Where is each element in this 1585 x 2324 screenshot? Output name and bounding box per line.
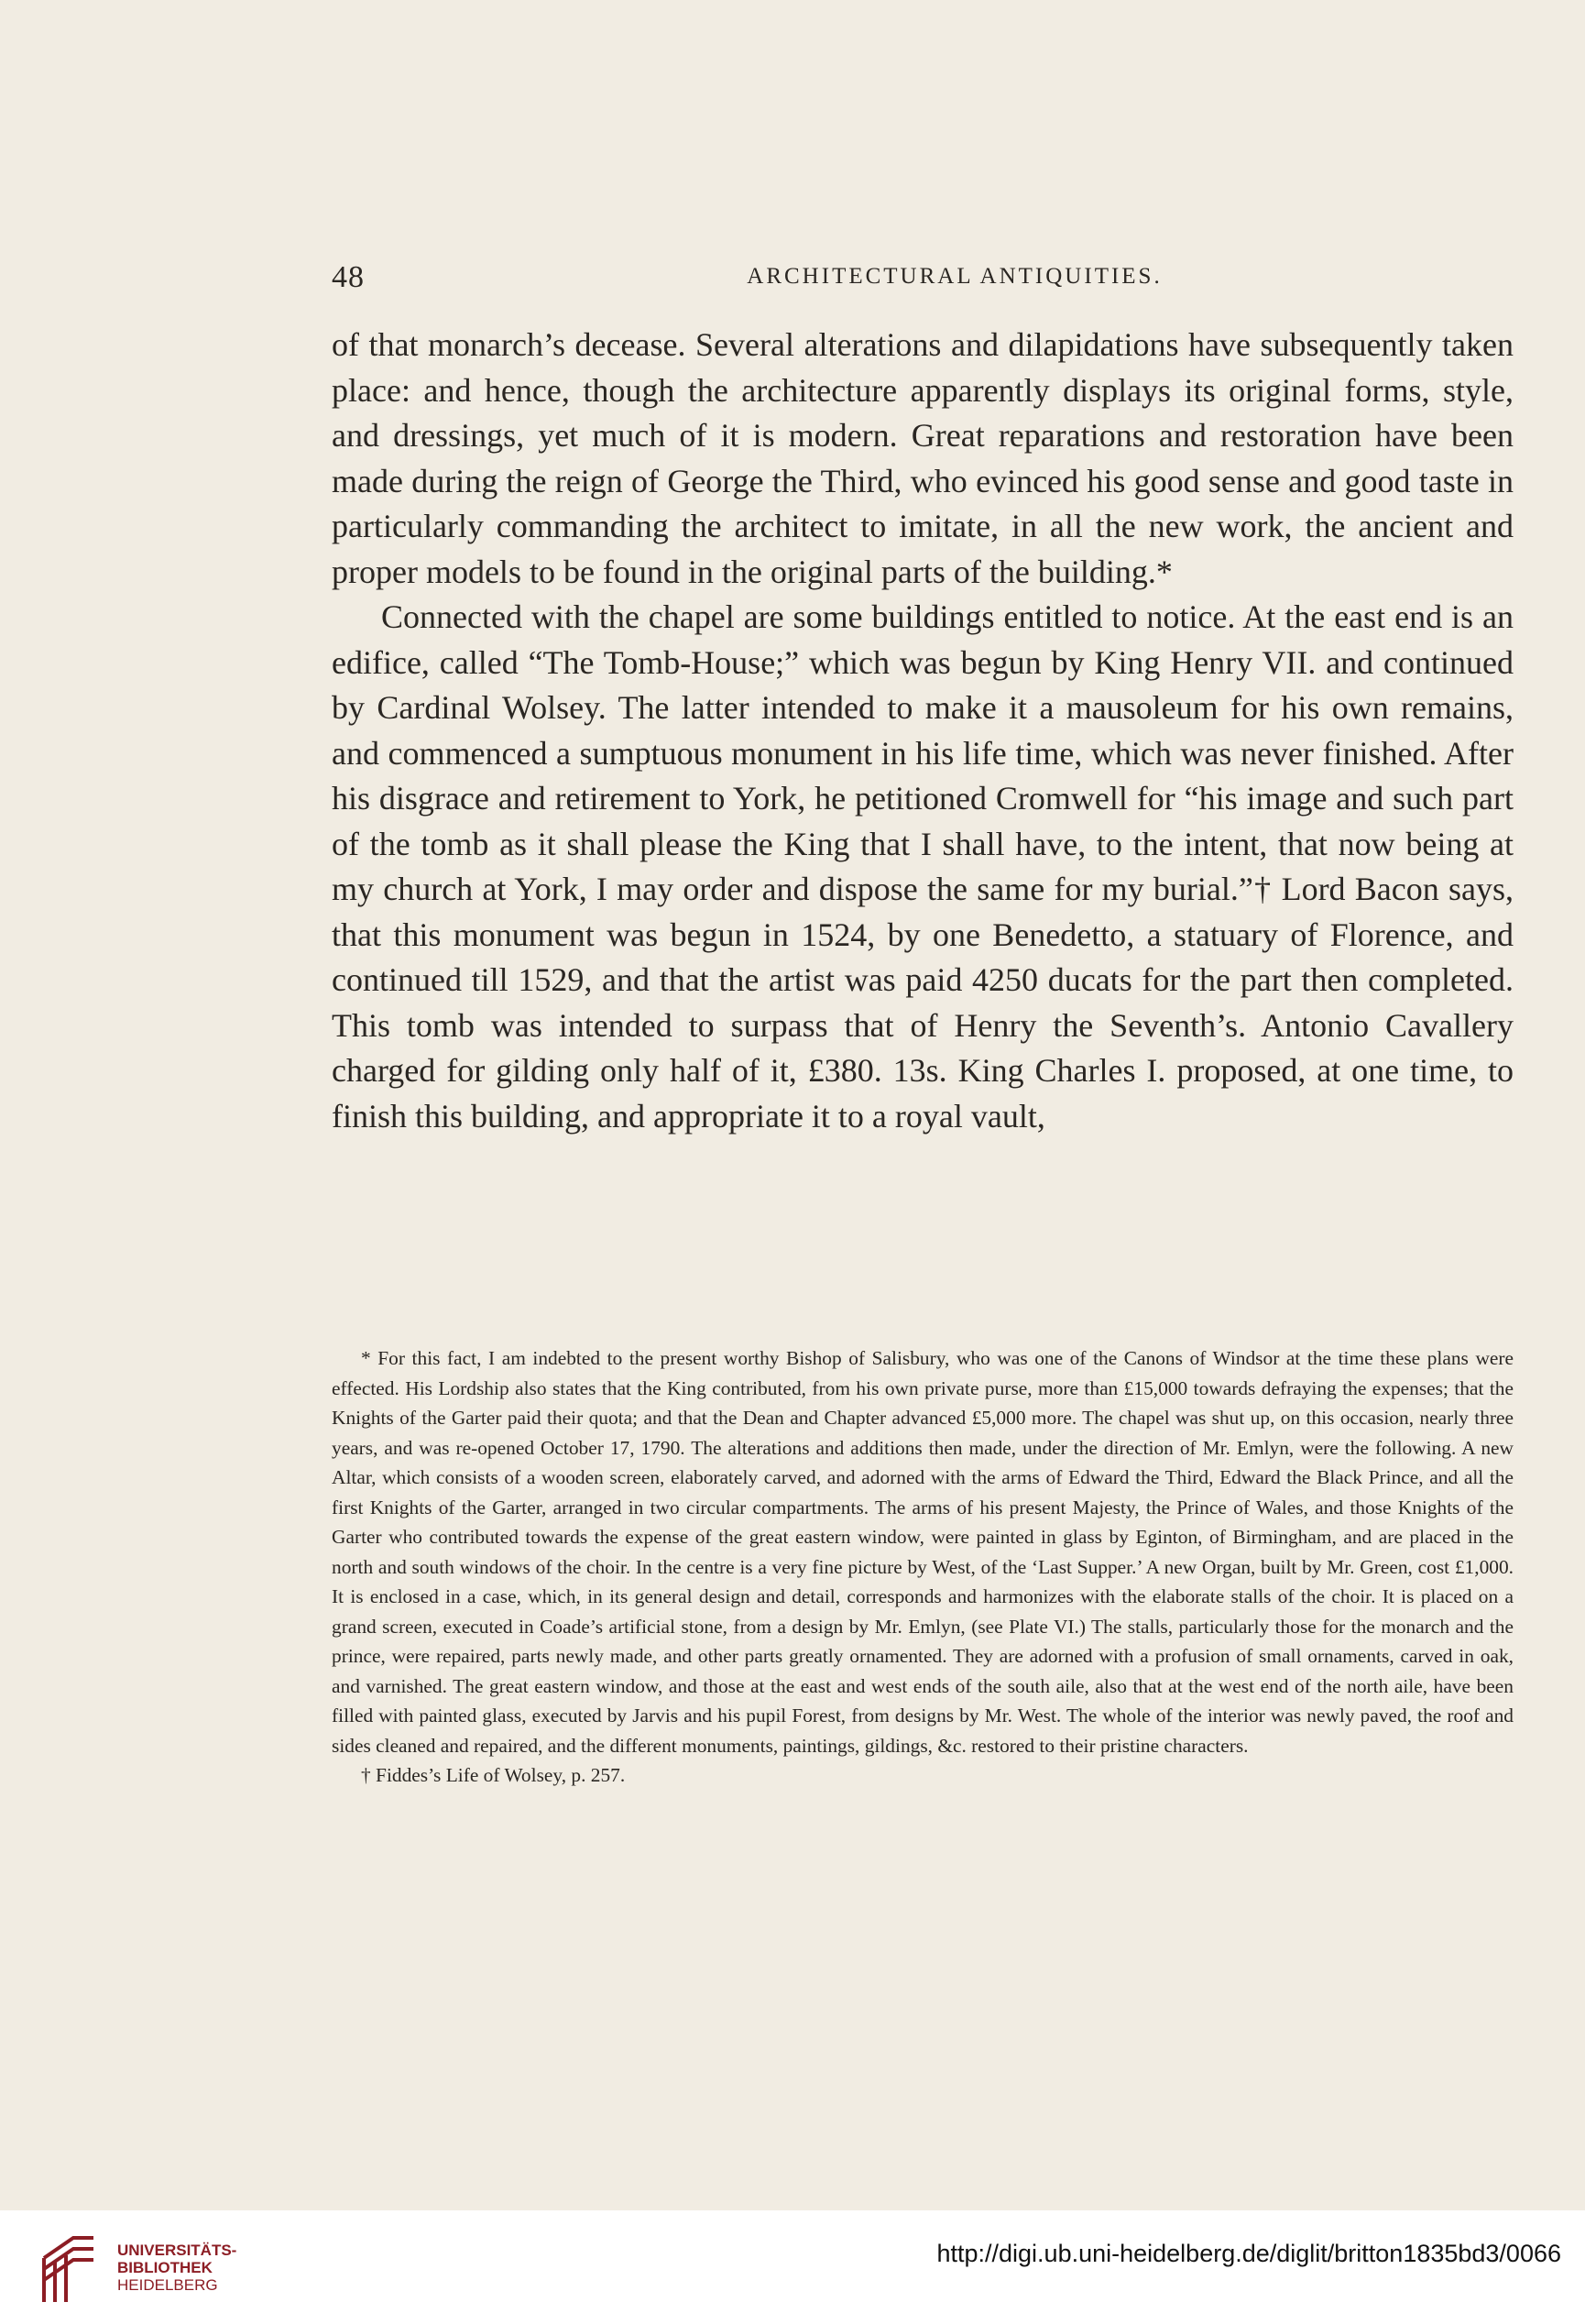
library-name-line-1: UNIVERSITÄTS-	[117, 2242, 237, 2259]
footnotes	[332, 1343, 1514, 1791]
paragraph-1: of that monarch’s decease. Several alterations and dilapidations have subsequently taken place: and hence, though the architecture apparently displays its original forms, style, and dressings, yet much of it is modern. Great reparations and restoration have been made during the reign of George the Third, who evinced his good sense and good taste in particularly commanding the architect to imitate, in all the new work, the ancient and proper models to be found in the original parts of the building.*	[332, 326, 1514, 590]
library-name	[117, 2242, 236, 2294]
permalink-url[interactable]: http://digi.ub.uni-heidelberg.de/diglit/britton1835bd3/0066	[936, 2240, 1561, 2267]
footnote-asterisk: * For this fact, I am indebted to the present worthy Bishop of Salisbury, who was one of the Canons of Windsor at the time these plans were effected. His Lordship also states that the King contributed, from his own private purse, more than £15,000 towards defraying the expenses; that the Knights of the Garter paid their quota; and that the Dean and Chapter advanced £5,000 more. The chapel was shut up, on this occasion, nearly three years, and was re-opened October 17, 1790. The alterations and additions then made, under the direction of Mr. Emlyn, were the following. A new Altar, which consists of a wooden screen, elaborately carved, and adorned with the arms of Edward the Third, Edward the Black Prince, and all the first Knights of the Garter, arranged in two circular compartments. The arms of his present Majesty, the Prince of Wales, and those Knights of the Garter who contributed towards the expense of the great eastern window, were painted in glass by Eginton, of Birmingham, and are placed in the north and south windows of the choir. In the centre is a very fine picture by West, of the ‘Last Supper.’ A new Organ, built by Mr. Green, cost £1,000. It is enclosed in a case, which, in its general design and detail, corresponds and harmonizes with the elaborate stalls of the choir. It is placed on a grand screen, executed in Coade’s artificial stone, from a design by Mr. Emlyn, (see Plate VI.) The stalls, particularly those for the monarch and the prince, were repaired, parts newly made, and other parts greatly ornamented. They are adorned with a profusion of small ornaments, carved in oak, and varnished. The great eastern window, and those at the east and west ends of the south aile, also that at the west end of the north aile, have been filled with painted glass, executed by Jarvis and his pupil Forest, from designs by Mr. West. The whole of the interior was newly paved, the roof and sides cleaned and repaired, and the different monuments, paintings, gildings, &c. restored to their pristine characters.	[332, 1347, 1514, 1757]
paragraph-2: Connected with the chapel are some buildings entitled to notice. At the east end is an edifice, called “The Tomb-House;” which was begun by King Henry VII. and continued by Cardinal Wolsey. The latter intended to make it a mausoleum for his own remains, and commenced a sumptuous monument in his life time, which was never finished. After his disgrace and retirement to York, he petitioned Cromwell for “his image and such part of the tomb as it shall please the King that I shall have, to the intent, that now being at my church at York, I may order and dispose the same for my burial.”† Lord Bacon says, that this monument was begun in 1524, by one Benedetto, a statuary of Florence, and continued till 1529, and that the artist was paid 4250 ducats for the part then completed. This tomb was intended to surpass that of Henry the Seventh’s. Antonio Cavallery charged for gilding only half of it, £380. 13s. King Charles I. proposed, at one time, to finish this building, and appropriate it to a royal vault,	[332, 598, 1514, 1135]
body-text	[332, 323, 1514, 1139]
university-library-logo-icon[interactable]	[37, 2231, 101, 2306]
page-number: 48	[332, 260, 365, 294]
viewer-footer	[0, 2210, 1585, 2324]
library-name-line-2: BIBLIOTHEK	[117, 2259, 213, 2276]
page-header	[332, 260, 1523, 297]
running-title: ARCHITECTURAL ANTIQUITIES.	[747, 264, 1163, 289]
library-name-line-3: HEIDELBERG	[117, 2276, 218, 2294]
footnote-dagger: † Fiddes’s Life of Wolsey, p. 257.	[361, 1764, 626, 1786]
